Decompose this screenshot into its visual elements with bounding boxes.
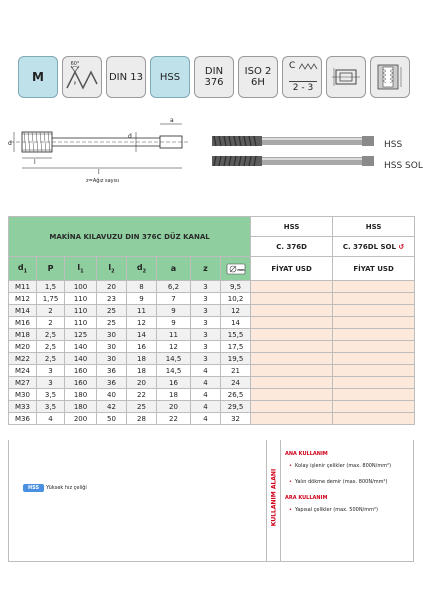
- usage-section-title: ARA KULLANIM: [285, 495, 328, 501]
- usage-item: • Kolay işlenir çelikler (max. 800N/mm²): [285, 462, 413, 470]
- tap-photo-hss-sol: [212, 156, 374, 166]
- table-cell: 110: [65, 293, 97, 305]
- price-cell: [251, 341, 333, 353]
- table-cell: 20: [157, 401, 191, 413]
- col-l1: [65, 257, 97, 281]
- table-cell: 22: [157, 413, 191, 425]
- table-cell: 30: [97, 329, 127, 341]
- table-cell: 14,5: [157, 365, 191, 377]
- table-row: [9, 365, 415, 377]
- table-row: [9, 293, 415, 305]
- table-cell: 140: [65, 341, 97, 353]
- table-cell: 180: [65, 389, 97, 401]
- table-cell: 40: [97, 389, 127, 401]
- tap-dimension-drawing: [10, 124, 190, 168]
- table-cell: 4: [191, 377, 221, 389]
- col-d1-sub: 1: [23, 268, 28, 275]
- price-cell: [251, 293, 333, 305]
- table-cell: 30: [97, 341, 127, 353]
- table-cell: 18: [127, 353, 157, 365]
- price-cell: [251, 329, 333, 341]
- tap-drawing: [0, 110, 424, 200]
- col-a: [157, 257, 191, 281]
- table-cell: M11: [9, 281, 37, 293]
- table-cell: 3: [191, 281, 221, 293]
- table-cell: 140: [65, 353, 97, 365]
- col-l2-label: l: [108, 262, 112, 272]
- table-cell: 3: [191, 341, 221, 353]
- badge-din376-line2: 376: [204, 77, 224, 88]
- table-cell: 3: [37, 365, 65, 377]
- table-title-row: [9, 217, 415, 237]
- table-cell: 9,5: [221, 281, 251, 293]
- dim-d2: d: [128, 133, 132, 140]
- drill-diameter-icon: [226, 262, 246, 276]
- badge-metric: [18, 56, 58, 98]
- price-cell: [333, 281, 415, 293]
- drill-unit: mm: [236, 267, 245, 272]
- table-cell: 3: [37, 377, 65, 389]
- price-cell: [251, 305, 333, 317]
- table-cell: M20: [9, 341, 37, 353]
- left-hand-arrow-icon: ↺: [398, 242, 405, 251]
- dim-l2: l: [34, 159, 36, 166]
- table-cell: 2: [37, 317, 65, 329]
- price-cell: [251, 413, 333, 425]
- table-cell: 8: [127, 281, 157, 293]
- table-cell: 22: [127, 389, 157, 401]
- table-cell: 16: [157, 377, 191, 389]
- badge-iso: [238, 56, 278, 98]
- table-cell: M12: [9, 293, 37, 305]
- table-cell: 160: [65, 377, 97, 389]
- price-group-1-code: C. 376D: [251, 237, 333, 257]
- table-cell: 110: [65, 317, 97, 329]
- hss-legend-badge: HSS: [23, 484, 44, 492]
- table-title: MAKİNA KILAVUZU DIN 376C DÜZ KANAL: [9, 217, 251, 257]
- table-cell: 3: [191, 353, 221, 365]
- table-row: [9, 281, 415, 293]
- price-cell: [333, 317, 415, 329]
- usage-area: [8, 440, 414, 562]
- col-d2-label: d: [136, 262, 143, 272]
- chamfer-thread-icon: [299, 62, 319, 70]
- table-cell: M18: [9, 329, 37, 341]
- table-cell: 23: [97, 293, 127, 305]
- badge-din376-line1: DIN: [204, 66, 224, 77]
- table-cell: M16: [9, 317, 37, 329]
- badge-din376: [194, 56, 234, 98]
- table-cell: 4: [191, 389, 221, 401]
- price-cell: [251, 401, 333, 413]
- col-drill: [221, 257, 251, 281]
- table-cell: M27: [9, 377, 37, 389]
- badge-thread-angle: [62, 56, 102, 98]
- table-row: [9, 413, 415, 425]
- table-cell: M22: [9, 353, 37, 365]
- dim-l1: l: [98, 169, 100, 176]
- badge-hss-label: HSS: [159, 71, 181, 83]
- table-row: [9, 377, 415, 389]
- table-cell: 15,5: [221, 329, 251, 341]
- price-cell: [333, 413, 415, 425]
- series-label-hss: HSS: [384, 140, 403, 150]
- price-cell: [251, 389, 333, 401]
- table-cell: 12: [157, 341, 191, 353]
- price-cell: [333, 293, 415, 305]
- hss-legend-text: Yüksek hız çeliği: [46, 485, 87, 491]
- table-cell: 32: [221, 413, 251, 425]
- table-cell: 11: [127, 305, 157, 317]
- col-l1-sub: 1: [80, 268, 84, 275]
- table-cell: 36: [97, 377, 127, 389]
- table-cell: 10,2: [221, 293, 251, 305]
- badge-chamfer-top: C: [289, 61, 296, 71]
- table-cell: 16: [127, 341, 157, 353]
- usage-item: • Yalın dökme demir (max. 800N/mm²): [285, 478, 413, 486]
- price-cell: [333, 305, 415, 317]
- table-cell: 30: [97, 353, 127, 365]
- table-cell: M30: [9, 389, 37, 401]
- usage-vertical-label: [267, 440, 281, 562]
- table-row: [9, 329, 415, 341]
- table-cell: 3: [191, 305, 221, 317]
- col-l2-sub: 2: [111, 268, 115, 275]
- badge-chamfer-bottom: 2 - 3: [289, 81, 317, 93]
- usage-right-panel: [285, 446, 413, 522]
- table-cell: 100: [65, 281, 97, 293]
- table-cell: 14: [221, 317, 251, 329]
- price-cell: [333, 365, 415, 377]
- table-cell: 50: [97, 413, 127, 425]
- table-row: [9, 341, 415, 353]
- table-cell: 3: [191, 317, 221, 329]
- col-p-label: P: [47, 264, 54, 273]
- table-cell: M33: [9, 401, 37, 413]
- table-cell: 12: [221, 305, 251, 317]
- table-cell: 14,5: [157, 353, 191, 365]
- table-cell: 18: [127, 365, 157, 377]
- price-cell: [333, 377, 415, 389]
- table-row: [9, 401, 415, 413]
- tap-photo-hss: [212, 136, 374, 146]
- table-row: [9, 389, 415, 401]
- price-cell: [251, 281, 333, 293]
- table-cell: 9: [157, 317, 191, 329]
- table-cell: M24: [9, 365, 37, 377]
- price-cell: [251, 365, 333, 377]
- col-d1: [9, 257, 37, 281]
- price-cell: [333, 401, 415, 413]
- col-p: [37, 257, 65, 281]
- table-cell: 180: [65, 401, 97, 413]
- col-d1-label: d: [17, 262, 24, 272]
- usage-item: • Yapısal çelikler (max. 500N/mm²): [285, 506, 413, 514]
- thread-angle-icon: [65, 60, 99, 94]
- col-z: [191, 257, 221, 281]
- thread-depth-icon: [374, 61, 406, 93]
- table-cell: 9: [157, 305, 191, 317]
- table-cell: 2: [37, 305, 65, 317]
- table-cell: 4: [191, 365, 221, 377]
- badge-din13: [106, 56, 146, 98]
- table-cell: 26,5: [221, 389, 251, 401]
- col-d2: [127, 257, 157, 281]
- hss-legend: [23, 484, 87, 492]
- table-cell: M36: [9, 413, 37, 425]
- table-cell: 2,5: [37, 353, 65, 365]
- dim-d1: d: [8, 140, 12, 147]
- badge-hss: [150, 56, 190, 98]
- table-cell: 125: [65, 329, 97, 341]
- table-cell: 21: [221, 365, 251, 377]
- price-cell: [333, 389, 415, 401]
- badge-chamfer: [282, 56, 322, 98]
- table-cell: 29,5: [221, 401, 251, 413]
- badge-din13-label: DIN 13: [108, 71, 144, 83]
- usage-left-panel: [9, 440, 267, 562]
- product-table: [8, 216, 415, 425]
- table-header-row: [9, 257, 415, 281]
- table-cell: 2,5: [37, 341, 65, 353]
- price-group-2-code: [333, 237, 415, 257]
- table-cell: 3: [191, 293, 221, 305]
- price-group-1-material: HSS: [251, 217, 333, 237]
- table-cell: 7: [157, 293, 191, 305]
- table-row: [9, 317, 415, 329]
- table-cell: 4: [191, 401, 221, 413]
- price-group-1-currency: FİYAT USD: [251, 257, 333, 281]
- table-cell: 14: [127, 329, 157, 341]
- table-cell: 25: [97, 305, 127, 317]
- price-cell: [251, 353, 333, 365]
- table-cell: M14: [9, 305, 37, 317]
- thread-angle-label: 60°: [70, 61, 80, 67]
- z-label: z=Ağız sayısı: [86, 178, 120, 184]
- dim-a: a: [170, 117, 174, 124]
- table-cell: 18: [157, 389, 191, 401]
- series-label-hss-sol: HSS SOL: [384, 161, 423, 171]
- col-z-label: z: [203, 264, 208, 273]
- col-l1-label: l: [77, 262, 81, 272]
- table-cell: 1,75: [37, 293, 65, 305]
- price-group-2-material: HSS: [333, 217, 415, 237]
- table-cell: 6,2: [157, 281, 191, 293]
- table-cell: 3: [191, 329, 221, 341]
- col-d2-sub: 2: [142, 268, 147, 275]
- table-cell: 19,5: [221, 353, 251, 365]
- badge-iso-line2: 6H: [251, 77, 265, 88]
- table-cell: 17,5: [221, 341, 251, 353]
- usage-section-title: ANA KULLANIM: [285, 451, 328, 457]
- table-cell: 36: [97, 365, 127, 377]
- table-cell: 25: [127, 401, 157, 413]
- price-cell: [251, 377, 333, 389]
- badge-thread-depth: [370, 56, 410, 98]
- table-cell: 24: [221, 377, 251, 389]
- table-cell: 20: [97, 281, 127, 293]
- table-cell: 25: [97, 317, 127, 329]
- col-a-label: a: [170, 264, 177, 273]
- price-group-2-currency: FİYAT USD: [333, 257, 415, 281]
- table-cell: 9: [127, 293, 157, 305]
- table-cell: 2,5: [37, 329, 65, 341]
- table-row: [9, 305, 415, 317]
- table-cell: 110: [65, 305, 97, 317]
- table-cell: 160: [65, 365, 97, 377]
- table-cell: 3,5: [37, 389, 65, 401]
- table-cell: 20: [127, 377, 157, 389]
- price-cell: [251, 317, 333, 329]
- thread-pitch-p: P: [73, 81, 77, 86]
- table-row: [9, 353, 415, 365]
- table-cell: 3,5: [37, 401, 65, 413]
- price-group-2-code-text: C. 376DL SOL: [342, 242, 396, 251]
- table-cell: 12: [127, 317, 157, 329]
- square-shank-icon: [330, 66, 362, 88]
- table-cell: 1,5: [37, 281, 65, 293]
- badge-metric-label: M: [32, 69, 44, 84]
- price-cell: [333, 329, 415, 341]
- table-cell: 11: [157, 329, 191, 341]
- col-l2: [97, 257, 127, 281]
- badge-iso-line1: ISO 2: [244, 66, 272, 77]
- table-cell: 4: [37, 413, 65, 425]
- spec-badges: [18, 56, 412, 98]
- table-cell: 28: [127, 413, 157, 425]
- table-cell: 4: [191, 413, 221, 425]
- table-cell: 200: [65, 413, 97, 425]
- price-cell: [333, 341, 415, 353]
- price-cell: [333, 353, 415, 365]
- usage-vertical-text: KULLANIM ALANI: [270, 468, 278, 527]
- badge-square-shank: [326, 56, 366, 98]
- table-body: [9, 281, 415, 425]
- table-cell: 42: [97, 401, 127, 413]
